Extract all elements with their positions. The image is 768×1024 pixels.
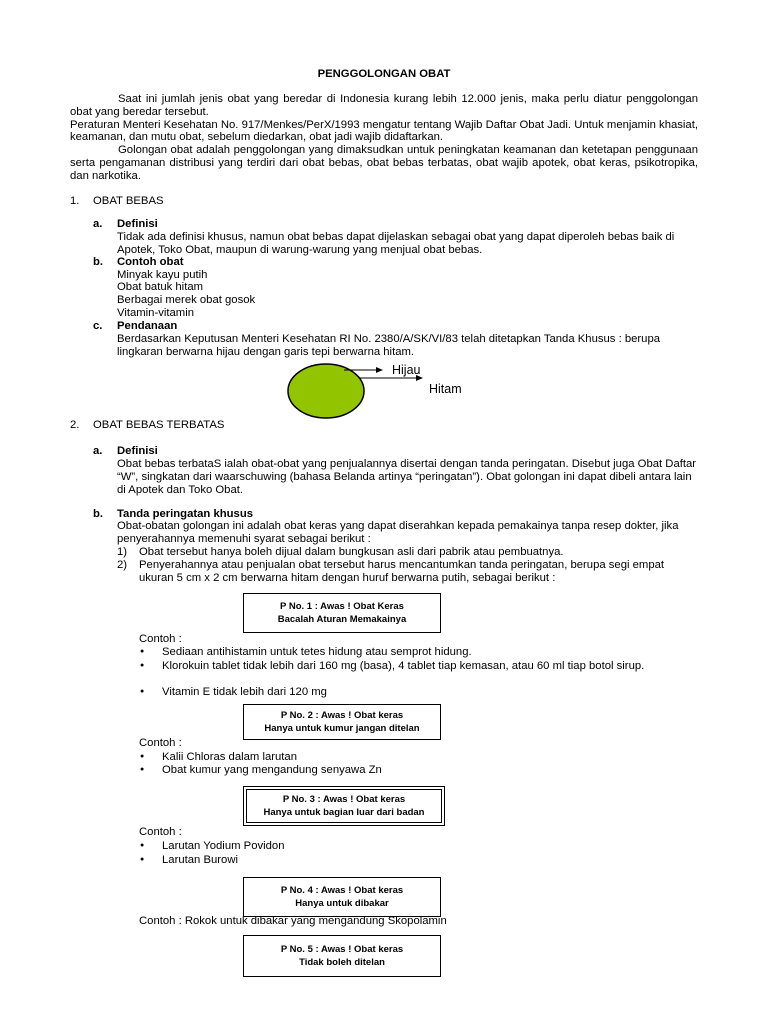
page-title: PENGGOLONGAN OBAT [317, 68, 451, 80]
section-2-number: 2. [70, 419, 80, 431]
section-2b-text [117, 520, 698, 546]
list-item: ● Vitamin E tidak lebih dari 120 mg [162, 686, 327, 699]
green-circle-mark [288, 364, 364, 418]
warning-box-line2: Hanya untuk bagian luar dari badan [263, 807, 425, 818]
legend-hijau: Hijau [392, 363, 421, 377]
section-2a-paragraph: Obat bebas terbataS ialah obat-obat yang penjualannya disertai dengan tanda peringatan. Disebut juga Obat Daftar “W”, singkatan dari waarschuwing (bahasa Belanda artinya “peringatan”). Obat golongan ini dapat dibeli antara lain di Apotek dan Toko Obat. [117, 458, 697, 496]
section-1b-label: b. [93, 256, 104, 268]
warning-box-p1 [243, 593, 441, 633]
warning-box-p5 [243, 935, 441, 977]
intro-paragraph-2: Peraturan Menteri Kesehatan No. 917/Menkes/PerX/1993 mengatur tentang Wajib Daftar Obat Jadi. Untuk menjamin khasiat, keamanan, dan mutu obat, sebelum diedarkan, obat jadi wajib didaftarkan. [70, 118, 698, 144]
warning-box-p2 [243, 704, 441, 740]
section-1b-title: Contoh obat [117, 256, 184, 268]
section-1a-title: Definisi [117, 218, 158, 230]
condition-number: 2) [117, 559, 128, 571]
warning-box-line1: P No. 4 : Awas ! Obat keras [280, 885, 404, 896]
section-1a-label: a. [93, 218, 103, 230]
warning-box-line2: Tidak boleh ditelan [299, 957, 385, 968]
contoh-label: Contoh : [139, 826, 182, 838]
condition-number: 1) [117, 546, 128, 558]
section-1c-text [117, 333, 698, 359]
section-2b-title: Tanda peringatan khusus [117, 508, 254, 520]
contoh-p4: Contoh : Rokok untuk dibakar yang mengandung Skopolamin [139, 915, 447, 927]
warning-box-line2: Bacalah Aturan Memakainya [277, 614, 407, 625]
warning-box-p4 [243, 877, 441, 917]
warning-box-line1: P No. 1 : Awas ! Obat Keras [280, 601, 404, 612]
section-1a-paragraph: Tidak ada definisi khusus, namun obat bebas dapat dijelaskan sebagai obat yang dapat diperoleh bebas baik di Apotek, Toko Obat, maupun di warung-warung yang menjual obat bebas. [117, 231, 675, 256]
list-item: ● Klorokuin tablet tidak lebih dari 160 mg (basa), 4 tablet tiap kemasan, atau 60 ml tiap botol sirup. [162, 660, 698, 673]
section-2-heading: OBAT BEBAS TERBATAS [93, 419, 225, 431]
section-1c-label: c. [93, 320, 103, 332]
example-item: Obat batuk hitam [117, 281, 204, 293]
section-2b-label: b. [93, 508, 104, 520]
section-1a-text [117, 231, 698, 257]
section-2b-paragraph: Obat-obatan golongan ini adalah obat keras yang dapat diserahkan kepada pemakainya tanpa resep dokter, jika penyerahannya memenuhi syarat sebagai berikut : [117, 520, 679, 545]
legend-hitam: Hitam [429, 382, 462, 396]
example-item: Vitamin-vitamin [117, 307, 195, 319]
warning-box-p3 [243, 786, 445, 826]
list-item: ● Larutan Burowi [162, 854, 238, 867]
section-2a-title: Definisi [117, 445, 158, 457]
arrow-hijau-head [376, 367, 383, 373]
warning-box-line1: P No. 3 : Awas ! Obat keras [282, 794, 406, 805]
warning-box-line2: Hanya untuk dibakar [295, 898, 389, 909]
warning-box-line1: P No. 5 : Awas ! Obat keras [280, 944, 404, 955]
warning-box-line1: P No. 2 : Awas ! Obat keras [280, 710, 404, 721]
section-1c-title: Pendanaan [117, 320, 178, 332]
section-2a-text [117, 458, 698, 496]
section-1c-paragraph: Berdasarkan Keputusan Menteri Kesehatan RI No. 2380/A/SK/VI/83 telah ditetapkan Tanda Khusus : berupa lingkaran berwarna hijau dengan garis tepi berwarna hitam. [117, 333, 661, 358]
list-item: ● Kalii Chloras dalam larutan [162, 751, 297, 764]
condition-text [139, 559, 698, 585]
list-item: ● Larutan Yodium Povidon [162, 840, 284, 853]
intro-paragraph-1: Saat ini jumlah jenis obat yang beredar di Indonesia kurang lebih 12.000 jenis, maka perlu diatur penggolongan obat yang beredar tersebut. [70, 93, 698, 118]
list-item: ● Obat kumur yang mengandung senyawa Zn [162, 764, 382, 777]
contoh-label: Contoh : [139, 633, 182, 645]
intro-paragraph-3: Golongan obat adalah penggolongan yang dimaksudkan untuk peningkatan keamanan dan ketetapan penggunaan serta pengamanan distribusi yang terdiri dari obat bebas, obat bebas terbatas, obat wajib apotek, obat keras, psikotropika, dan narkotika. [70, 144, 698, 182]
section-1-heading: OBAT BEBAS [93, 195, 164, 207]
condition-text: Obat tersebut hanya boleh dijual dalam bungkusan asli dari pabrik atau pembuatnya. [139, 546, 564, 558]
list-item: ● Sediaan antihistamin untuk tetes hidung atau semprot hidung. [162, 646, 472, 659]
condition-paragraph: Penyerahannya atau penjualan obat tersebut harus mencantumkan tanda peringatan, berupa segi empat ukuran 5 cm x 2 cm berwarna hitam dengan huruf berwarna putih, sebagai berikut : [139, 559, 665, 584]
warning-box-line2: Hanya untuk kumur jangan ditelan [264, 723, 420, 734]
example-item: Berbagai merek obat gosok [117, 294, 256, 306]
example-item: Minyak kayu putih [117, 269, 208, 281]
section-1-number: 1. [70, 195, 80, 207]
section-2a-label: a. [93, 445, 103, 457]
warning-box-inner [246, 789, 442, 823]
contoh-label: Contoh : [139, 737, 182, 749]
intro-block [70, 93, 698, 183]
